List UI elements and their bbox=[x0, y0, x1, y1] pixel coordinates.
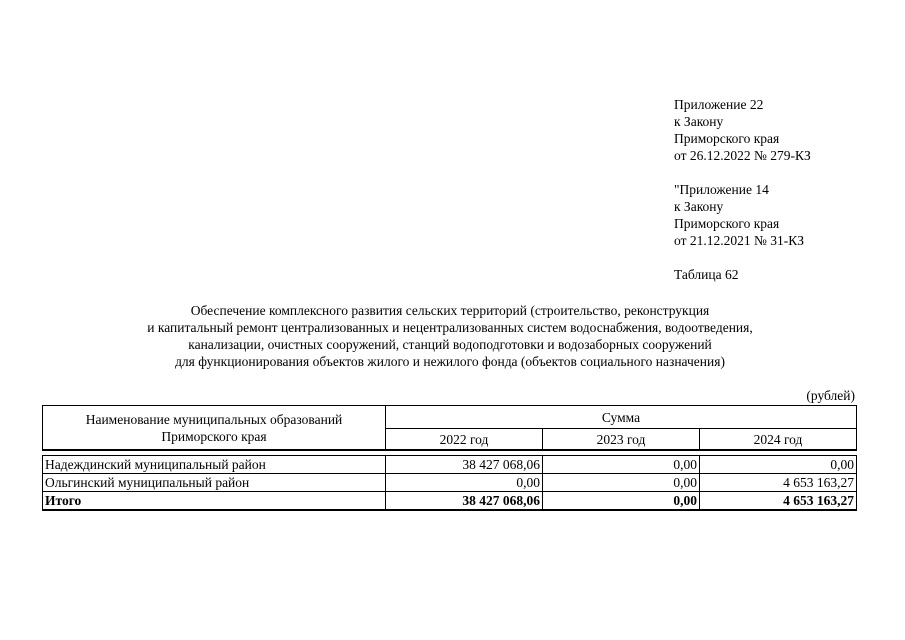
appendix-line: к Закону bbox=[674, 114, 724, 129]
amount-2023: 0,00 bbox=[543, 474, 700, 492]
amount-2022: 38 427 068,06 bbox=[386, 456, 543, 474]
table-number: Таблица 62 bbox=[674, 267, 739, 282]
original-appendix-line: от 21.12.2021 № 31-КЗ bbox=[674, 233, 804, 248]
total-2024: 4 653 163,27 bbox=[700, 492, 857, 511]
table-row bbox=[43, 456, 857, 474]
total-2022: 38 427 068,06 bbox=[386, 492, 543, 511]
units-label: (рублей) bbox=[806, 388, 855, 403]
total-label: Итого bbox=[43, 492, 386, 511]
amount-2022: 0,00 bbox=[386, 474, 543, 492]
year-header-2022: 2022 год bbox=[386, 429, 543, 451]
total-2023: 0,00 bbox=[543, 492, 700, 511]
title-line: для функционирования объектов жилого и нежилого фонда (объектов социального назначения) bbox=[175, 354, 725, 369]
table-row bbox=[43, 474, 857, 492]
header-line: Наименование муниципальных образований bbox=[85, 411, 343, 427]
municipality-column-header bbox=[43, 406, 386, 451]
document-title bbox=[40, 302, 860, 370]
original-appendix-line: Приморского края bbox=[674, 216, 780, 231]
sum-column-header: Сумма bbox=[386, 406, 857, 429]
appendix-block bbox=[674, 96, 874, 164]
year-header-2023: 2023 год bbox=[543, 429, 700, 451]
title-line: канализации, очистных сооружений, станций водоподготовки и водозаборных сооружений bbox=[188, 337, 712, 352]
amount-2024: 0,00 bbox=[700, 456, 857, 474]
original-appendix-line: к Закону bbox=[674, 199, 724, 214]
title-line: и капитальный ремонт централизованных и нецентрализованных систем водоснабжения, водоотведения, bbox=[147, 320, 753, 335]
appendix-line: Приморского края bbox=[674, 131, 780, 146]
original-appendix-block bbox=[674, 181, 874, 249]
year-header-2024: 2024 год bbox=[700, 429, 857, 451]
amount-2024: 4 653 163,27 bbox=[700, 474, 857, 492]
header-line: Приморского края bbox=[161, 428, 267, 444]
municipality-name: Ольгинский муниципальный район bbox=[43, 474, 386, 492]
title-line: Обеспечение комплексного развития сельских территорий (строительство, реконструкция bbox=[190, 303, 710, 318]
appendix-line: Приложение 22 bbox=[674, 97, 764, 112]
total-row bbox=[43, 492, 857, 511]
original-appendix-line: "Приложение 14 bbox=[674, 182, 769, 197]
appendix-line: от 26.12.2022 № 279-КЗ bbox=[674, 148, 811, 163]
municipality-name: Надеждинский муниципальный район bbox=[43, 456, 386, 474]
funding-table bbox=[42, 405, 857, 511]
amount-2023: 0,00 bbox=[543, 456, 700, 474]
